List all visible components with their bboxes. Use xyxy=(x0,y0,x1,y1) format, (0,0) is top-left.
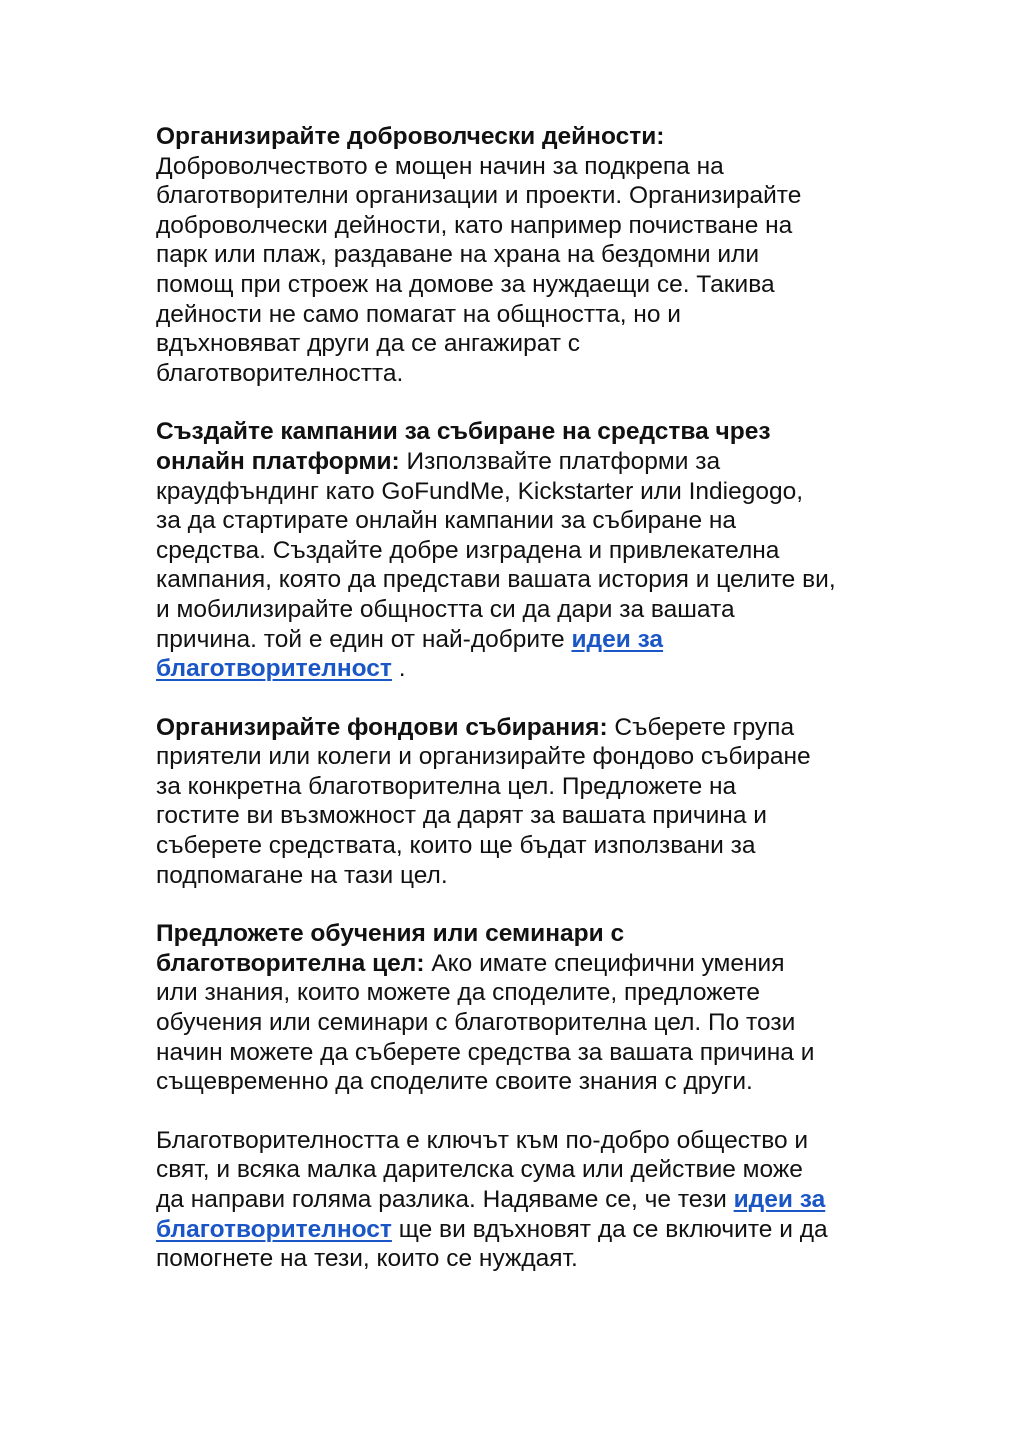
text-line: вдъхновяват други да се ангажират с xyxy=(156,330,581,358)
text-fragment: причина. той е един от най-добрите xyxy=(156,625,572,653)
paragraph-heading: Организирайте доброволчески дейности: xyxy=(156,123,665,150)
paragraph-online-campaigns xyxy=(156,417,896,683)
text-line xyxy=(156,713,896,743)
text-fragment: да направи голяма разлика. Надяваме се, че тези xyxy=(156,1186,734,1213)
text-line xyxy=(156,654,896,684)
paragraph-heading: Организирайте фондови събирания: xyxy=(156,713,608,741)
charity-ideas-link[interactable]: благотворителност xyxy=(156,1215,392,1243)
text-line: благотворителни организации и проекти. Организирайте xyxy=(156,182,802,210)
text-line: гостите ви възможност да дарят за вашата причина и xyxy=(156,802,767,830)
paragraph-heading: онлайн платформи: xyxy=(156,447,400,475)
text-line: краудфъндинг като GoFundMe, Kickstarter или Indiegogo, xyxy=(156,477,804,505)
text-line: съберете средствата, които ще бъдат използвани за xyxy=(156,832,756,860)
text-line: помогнете на тези, които се нуждаят. xyxy=(156,1245,578,1273)
text-line xyxy=(156,1185,896,1215)
text-line: същевременно да споделите своите знания с други. xyxy=(156,1068,753,1096)
charity-ideas-link[interactable]: идеи за xyxy=(733,1186,826,1213)
text-line: за конкретна благотворителна цел. Предложете на xyxy=(156,772,737,800)
text-line: доброволчески дейности, като например почистване на xyxy=(156,211,793,239)
text-fragment: Съберете група xyxy=(607,713,795,741)
text-line: подпомагане на тази цел. xyxy=(156,861,448,889)
text-line: кампания, която да представи вашата история и целите ви, xyxy=(156,566,836,594)
text-line: свят, и всяка малка дарителска сума или действие може xyxy=(156,1156,803,1184)
charity-ideas-link[interactable]: благотворителност xyxy=(156,655,392,683)
text-line xyxy=(156,1215,896,1245)
text-line: дейности не само помагат на общността, но и xyxy=(156,300,681,328)
paragraph-heading: благотворителна цел: xyxy=(156,949,425,977)
text-line: средства. Създайте добре изградена и привлекателна xyxy=(156,536,780,564)
text-line: и мобилизирайте общността си да дари за вашата xyxy=(156,595,735,623)
text-fragment: ще ви вдъхновят да се включите и да xyxy=(391,1215,828,1243)
paragraph-fundraisers xyxy=(156,713,896,891)
paragraph-heading: Предложете обучения или семинари с xyxy=(156,920,625,948)
text-line xyxy=(156,949,896,979)
text-line: помощ при строеж на домове за нуждаещи се. Такива xyxy=(156,270,775,298)
text-line: обучения или семинари с благотворителна цел. По този xyxy=(156,1009,796,1037)
text-fragment: . xyxy=(391,655,406,683)
paragraph-volunteering xyxy=(156,122,896,388)
text-line: или знания, които можете да споделите, предложете xyxy=(156,979,760,1007)
text-line: приятели или колеги и организирайте фондово събиране xyxy=(156,743,811,771)
text-line xyxy=(156,447,896,477)
document-page xyxy=(156,122,896,1303)
paragraph-heading: Създайте кампании за събиране на средства чрез xyxy=(156,418,771,446)
text-line: благотворителността. xyxy=(156,359,404,387)
text-fragment: Ако имате специфични умения xyxy=(424,949,785,977)
text-line xyxy=(156,625,896,655)
text-line: парк или плаж, раздаване на храна на бездомни или xyxy=(156,241,760,269)
text-line: начин можете да съберете средства за вашата причина и xyxy=(156,1038,815,1066)
paragraph-trainings xyxy=(156,919,896,1097)
text-fragment: Използвайте платформи за xyxy=(399,447,721,475)
paragraph-conclusion xyxy=(156,1126,896,1274)
text-line: Доброволчеството е мощен начин за подкрепа на xyxy=(156,152,724,180)
charity-ideas-link[interactable]: идеи за xyxy=(571,625,664,653)
text-line: за да стартирате онлайн кампании за събиране на xyxy=(156,507,737,535)
text-line: Благотворителността е ключът към по-добро общество и xyxy=(156,1126,809,1154)
